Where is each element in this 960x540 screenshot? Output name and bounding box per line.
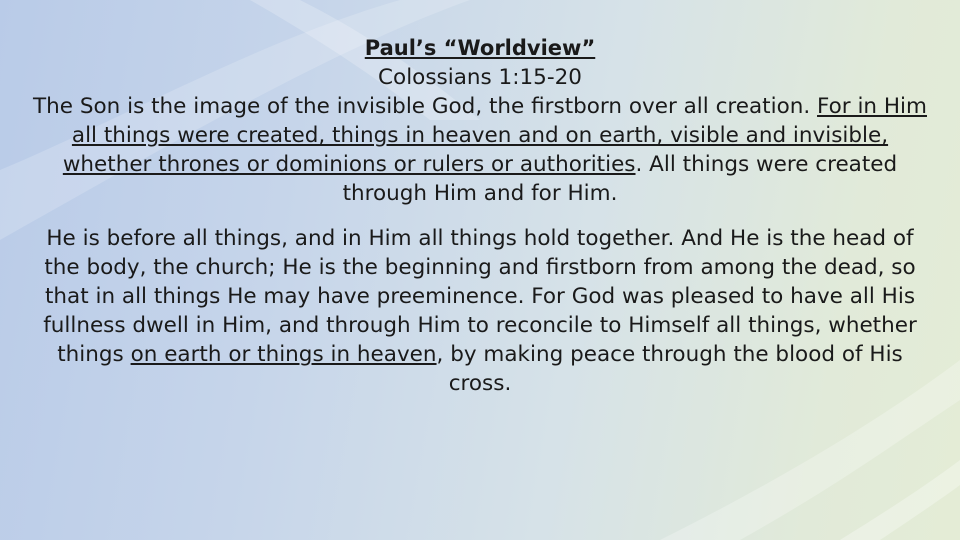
paragraph-2-text: He is before all things, and in Him all things hold together. And He is the head of the body, the church; He is the beginning and firstborn from among the dead, so that in all things He may have preeminence. For God was pleased to have all His fullness dwell in Him, and through Him to reconcile to Himself all things, whether things [43,226,917,367]
slide-title: Paul’s “Worldview” [364,36,596,60]
paragraph-2-end-text: , by making peace through the blood of His cross. [436,342,903,396]
paragraph-1-text: The Son is the image of the invisible God, the firstborn over all creation. [33,94,818,119]
paragraph-2 [30,224,930,398]
paragraph-1-underlined-text: For in Him all things were created, things in heaven and on earth, visible and invisible, whether thrones or dominions or rulers or authorities [62,94,927,177]
scripture-reference: Colossians 1:15-20 [378,65,582,90]
paragraph-1-end-text: . All things were created through Him and for Him. [342,152,898,206]
slide-content [30,34,930,398]
paragraph-2-underlined-text: on earth or things in heaven [130,342,437,367]
paragraph-1 [30,34,930,208]
